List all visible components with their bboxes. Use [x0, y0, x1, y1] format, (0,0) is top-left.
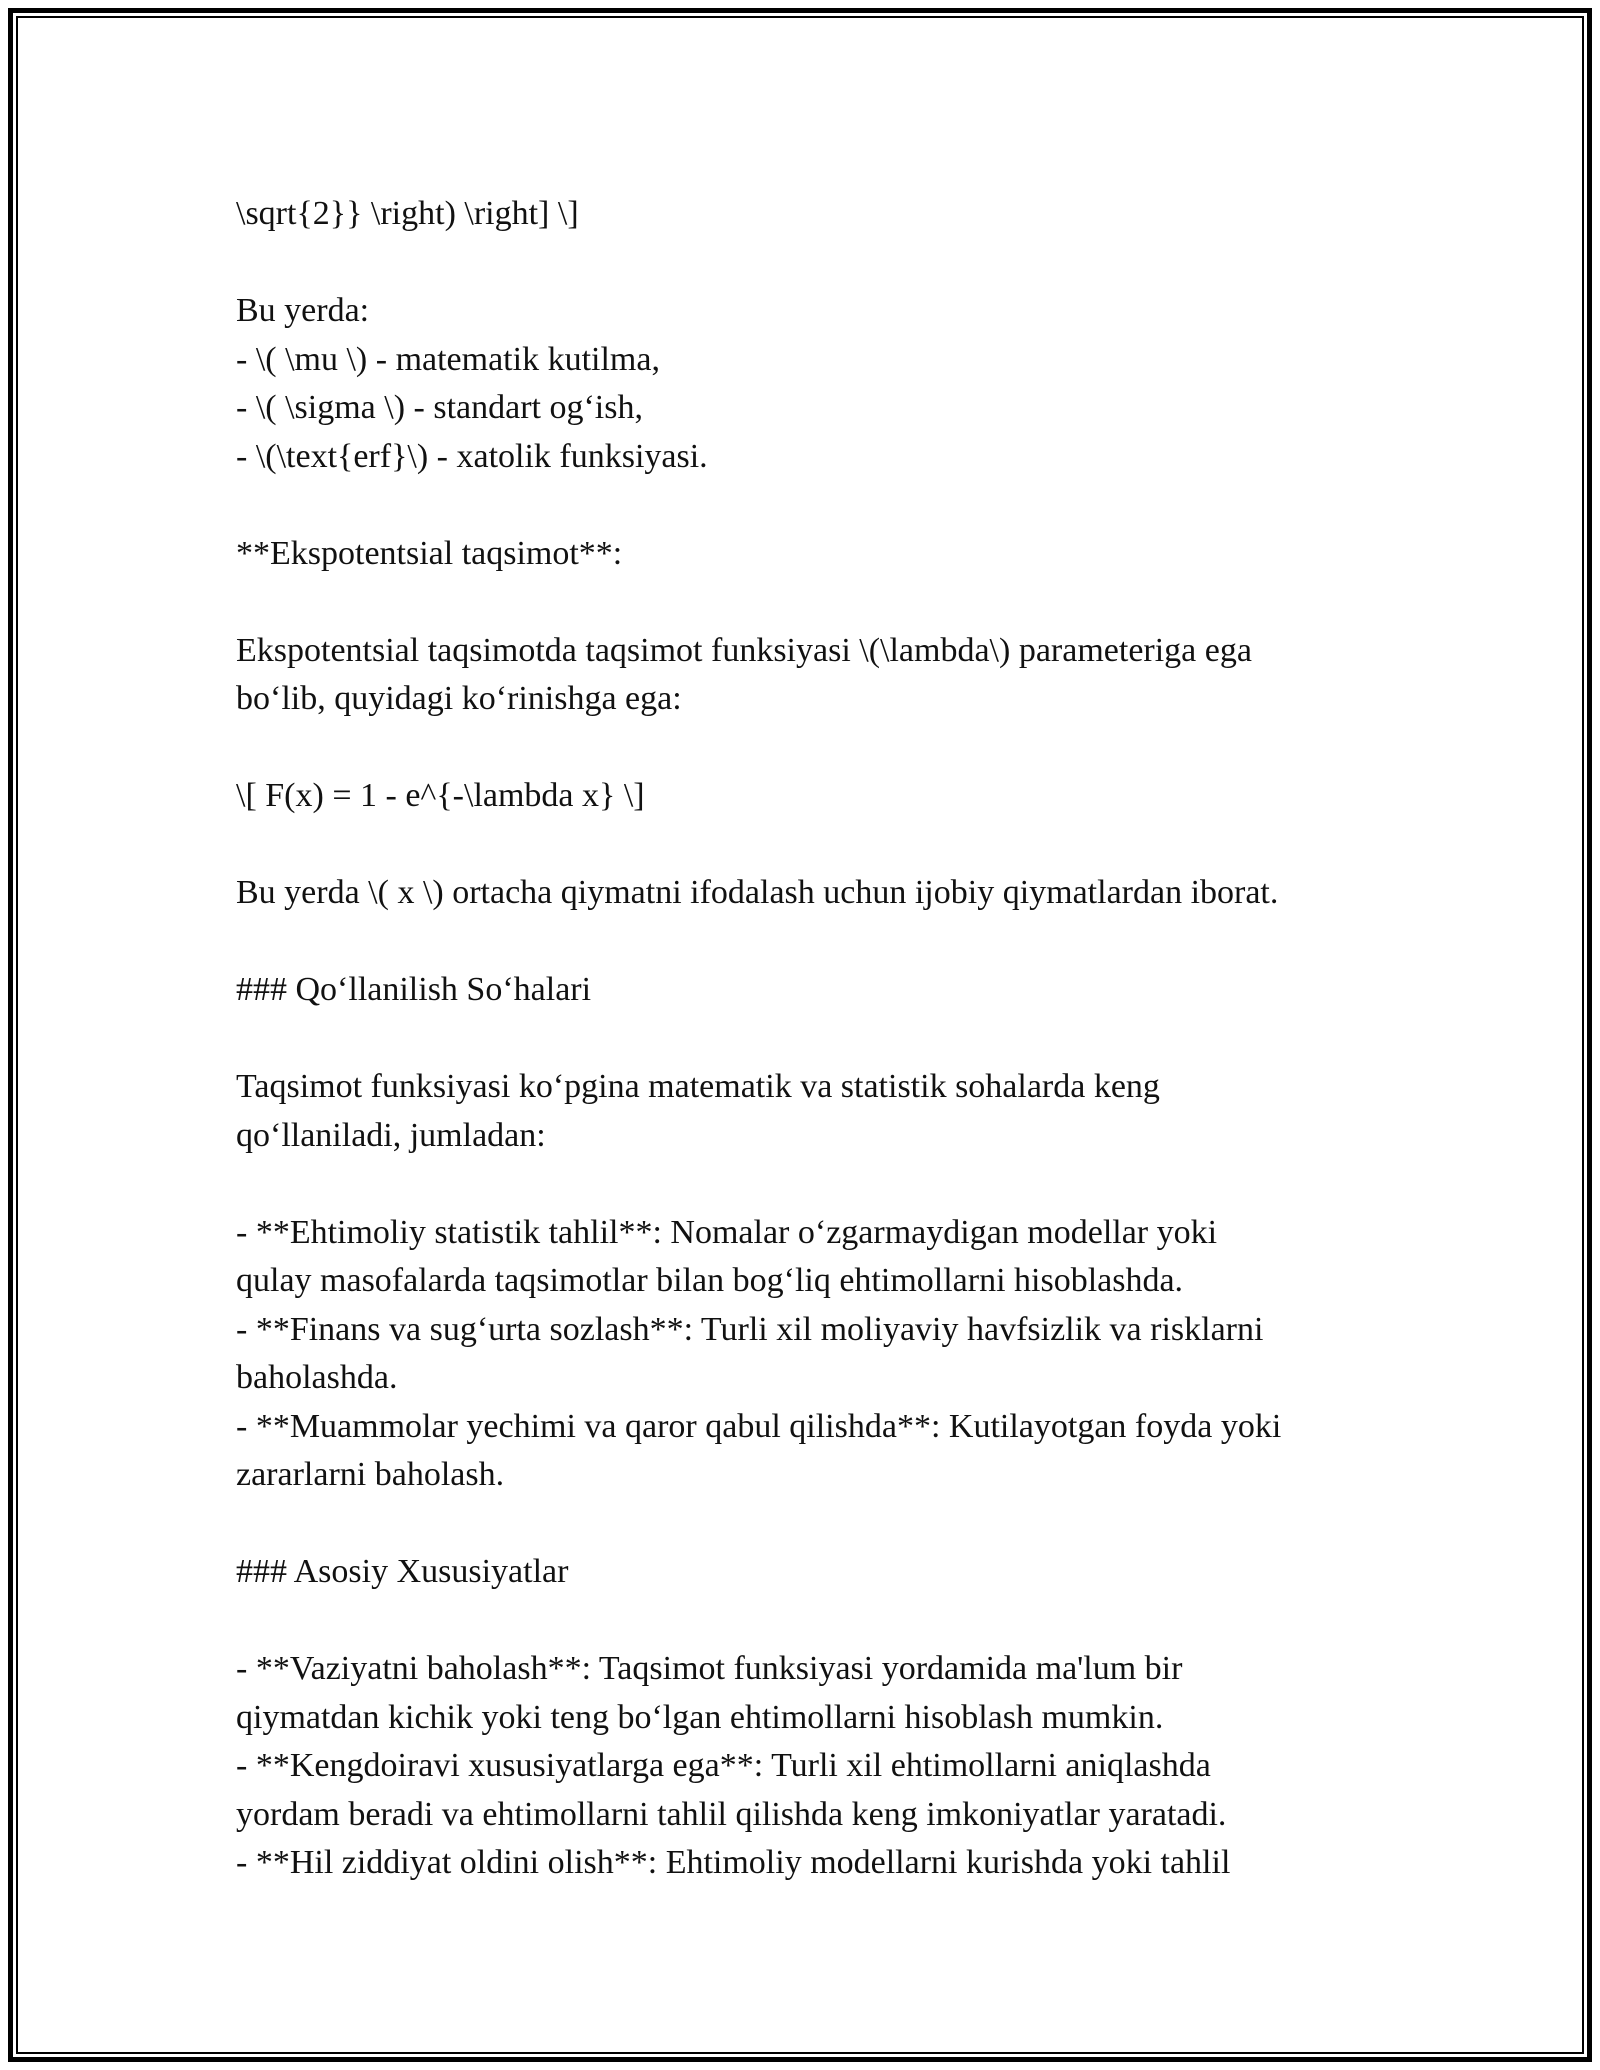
document-body	[236, 190, 1396, 1936]
list-item: - **Ehtimoliy statistik tahlil**: Nomalar o‘zgarmaydigan modellar yoki	[236, 1213, 1218, 1251]
section-heading-features	[236, 1548, 1396, 1597]
list-item-continuation: yordam beradi va ehtimollarni tahlil qilishda keng imkoniyatlar yaratadi.	[236, 1795, 1227, 1833]
text-line: bo‘lib, quyidagi ko‘rinishga ega:	[236, 680, 682, 717]
text-line: Taqsimot funksiyasi ko‘pgina matematik va statistik sohalarda keng	[236, 1068, 1160, 1105]
list-item: - **Finans va sug‘urta sozlash**: Turli xil moliyaviy havfsizlik va risklarni	[236, 1310, 1264, 1348]
list-item: - **Muammolar yechimi va qaror qabul qilishda**: Kutilayotgan foyda yoki	[236, 1407, 1282, 1445]
section-heading-applications	[236, 966, 1396, 1015]
list-item: - \( \sigma \) - standart og‘ish,	[236, 389, 643, 426]
text-line: \[ F(x) = 1 - e^{-\lambda x} \]	[236, 777, 645, 814]
exp-paragraph	[236, 627, 1396, 724]
text-line: Bu yerda \( x \) ortacha qiymatni ifodalash uchun ijobiy qiymatlardan iborat.	[236, 874, 1279, 911]
text-line: ### Asosiy Xususiyatlar	[236, 1553, 569, 1590]
exp-formula	[236, 772, 1396, 821]
text-line: **Ekspotentsial taqsimot**:	[236, 534, 623, 572]
list-item: - **Hil ziddiyat oldini olish**: Ehtimoliy modellarni kurishda yoki tahlil	[236, 1844, 1231, 1881]
text-line: ### Qo‘llanilish So‘halari	[236, 971, 592, 1008]
features-list	[236, 1645, 1396, 1888]
text-line: \sqrt{2}} \right) \right] \]	[236, 195, 579, 232]
list-item: - **Kengdoiravi xususiyatlarga ega**: Turli xil ehtimollarni aniqlashda	[236, 1747, 1211, 1784]
bu-yerda-block	[236, 287, 1396, 481]
list-item: - \(\text{erf}\) - xatolik funksiyasi.	[236, 437, 708, 475]
exp-heading	[236, 530, 1396, 579]
list-item-continuation: baholashda.	[236, 1359, 398, 1396]
exp-note	[236, 869, 1396, 918]
bu-yerda-label: Bu yerda:	[236, 292, 370, 329]
list-item-continuation: qiymatdan kichik yoki teng bo‘lgan ehtimollarni hisoblash mumkin.	[236, 1698, 1164, 1736]
list-item-continuation: qulay masofalarda taqsimotlar bilan bog‘liq ehtimollarni hisoblashda.	[236, 1262, 1184, 1299]
applications-intro	[236, 1063, 1396, 1160]
applications-list	[236, 1209, 1396, 1500]
formula-tail	[236, 190, 1396, 239]
list-item-continuation: zararlarni baholash.	[236, 1456, 505, 1493]
text-line: Ekspotentsial taqsimotda taqsimot funksiyasi \(\lambda\) parameteriga ega	[236, 631, 1252, 669]
text-line: qo‘llaniladi, jumladan:	[236, 1116, 546, 1154]
list-item: - **Vaziyatni baholash**: Taqsimot funksiyasi yordamida ma'lum bir	[236, 1650, 1183, 1687]
list-item: - \( \mu \) - matematik kutilma,	[236, 340, 660, 378]
